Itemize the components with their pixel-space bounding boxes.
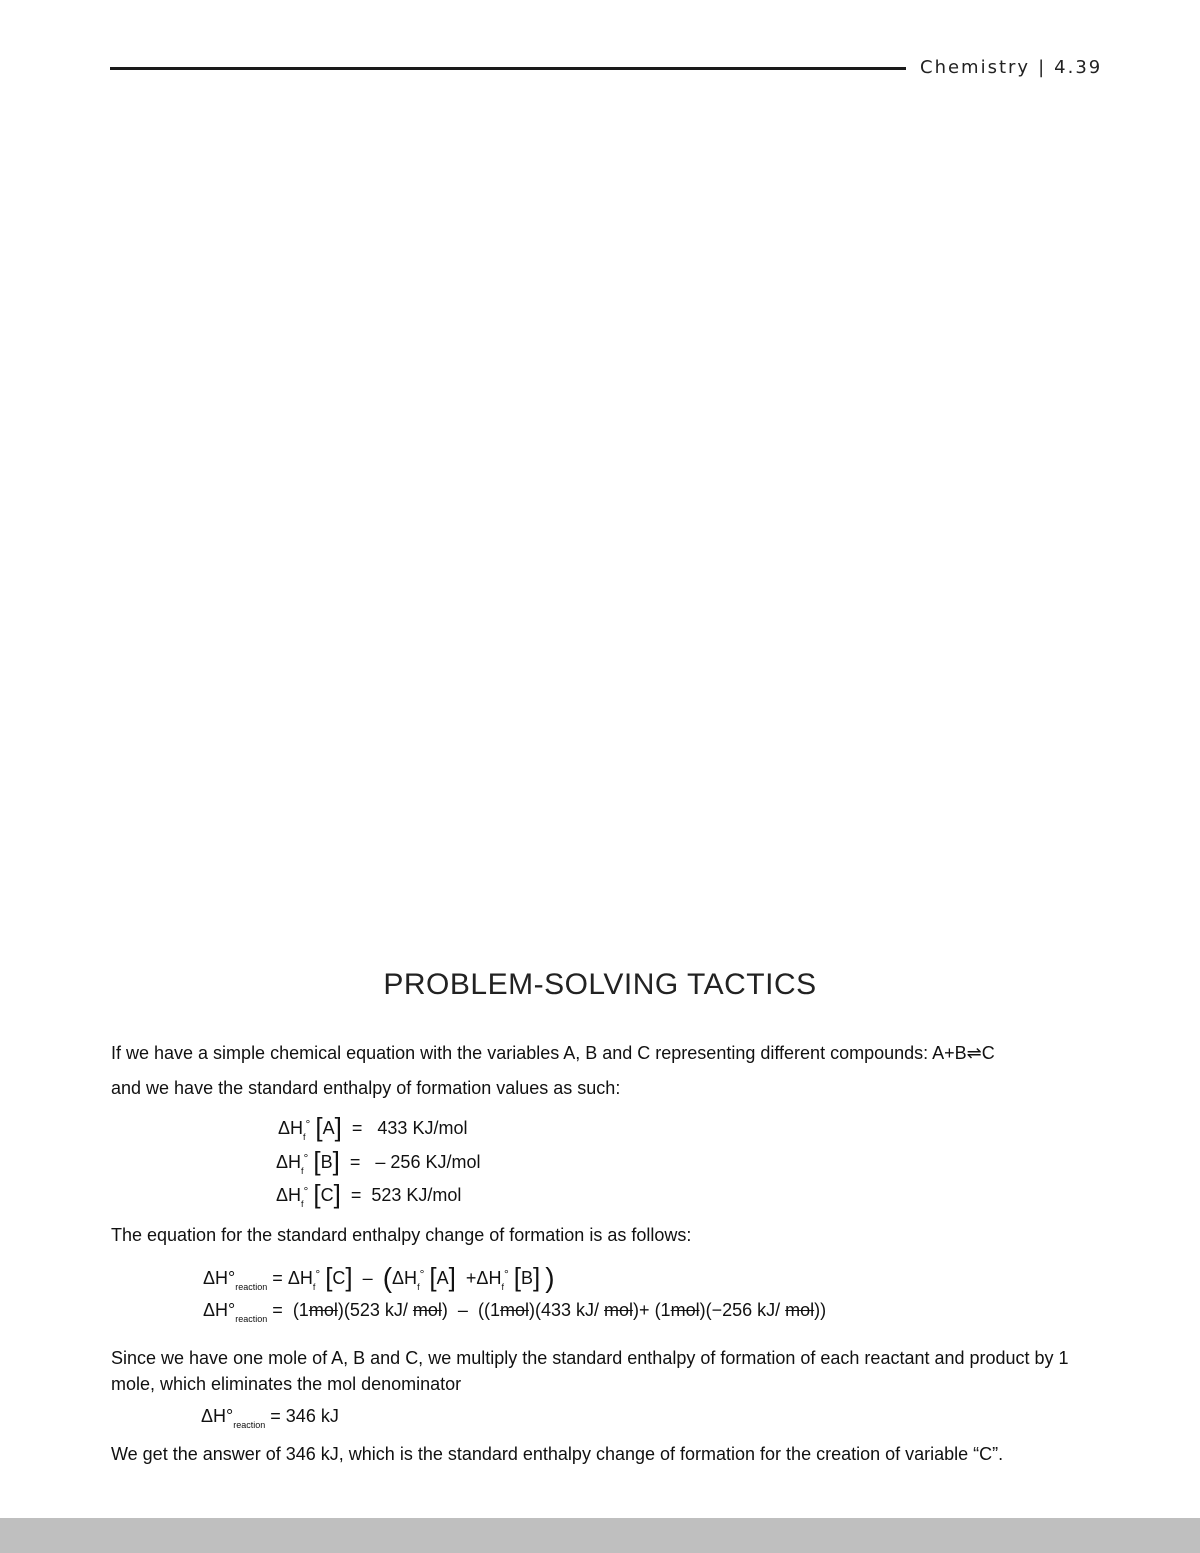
term-text: )(−256 kJ/	[699, 1300, 781, 1320]
degree-sign: °	[419, 1267, 425, 1281]
equals-sign: =	[349, 1152, 361, 1172]
delta-h-symbol: ΔH	[476, 1268, 502, 1288]
cancelled-mol: mol	[412, 1300, 442, 1320]
degree-sign: °	[503, 1267, 509, 1281]
subscript-f: f	[301, 1166, 304, 1176]
cancelled-mol: mol	[308, 1300, 338, 1320]
plus-sign: +	[465, 1268, 477, 1288]
header-rule	[110, 67, 906, 70]
species-label: C	[332, 1268, 346, 1288]
degree-sign: °	[315, 1267, 321, 1281]
degree-sign: °	[303, 1184, 309, 1198]
term-text: (1	[292, 1300, 309, 1320]
term-text: (1	[654, 1300, 671, 1320]
result-equation	[201, 1406, 339, 1430]
formation-value: 433 KJ/mol	[377, 1118, 468, 1138]
cancelled-mol: mol	[785, 1300, 815, 1320]
equals-sign: =	[351, 1118, 363, 1138]
subscript-f: f	[312, 1282, 316, 1292]
subscript-reaction: reaction	[235, 1282, 268, 1292]
running-head-separator: |	[1038, 57, 1047, 78]
cancelled-mol: mol	[604, 1300, 634, 1320]
equals-sign: =	[272, 1268, 283, 1288]
cancelled-mol: mol	[670, 1300, 700, 1320]
subscript-f: f	[501, 1282, 504, 1292]
delta-h-symbol: ΔH	[276, 1152, 302, 1172]
formation-value-b: $\Delta H_f^\circ$ [B] = – 256 KJ/mol	[276, 1146, 481, 1176]
page-number: 4.39	[1054, 57, 1103, 78]
species-label: C	[320, 1185, 334, 1205]
equation-intro: The equation for the standard enthalpy change of formation is as follows:	[111, 1225, 692, 1245]
term-text: ))	[814, 1300, 827, 1320]
delta-h-symbol: ΔH	[392, 1268, 418, 1288]
term-text: )(523 kJ/	[337, 1300, 408, 1320]
footer-band	[0, 1518, 1200, 1553]
enthalpy-equation: $\Delta H^\circ_{reaction} = \Delta H_f^\circ$ $[C] - (\Delta H_f^\circ$ $[A] +\Delta H_f^\circ$ [B] )	[203, 1262, 555, 1293]
species-label: B	[320, 1152, 333, 1172]
subscript-f: f	[303, 1132, 306, 1142]
subscript-reaction: reaction	[235, 1314, 268, 1324]
enthalpy-substitution	[203, 1300, 826, 1324]
formation-value: 523 KJ/mol	[371, 1185, 462, 1205]
term-text: ((1	[477, 1300, 500, 1320]
running-head-subject: Chemistry	[920, 57, 1031, 78]
formation-value-a: $\Delta H_f^\circ$ [A] = 433 KJ/mol	[278, 1112, 468, 1142]
species-label: A	[436, 1268, 449, 1288]
degree-sign: °	[303, 1151, 309, 1165]
delta-h-symbol: ΔH	[287, 1268, 313, 1288]
term-text: )	[441, 1300, 448, 1320]
delta-h-symbol: ΔH	[278, 1118, 304, 1138]
degree-sign: °	[305, 1117, 311, 1131]
term-text: )+	[633, 1300, 650, 1320]
species-label: B	[521, 1268, 534, 1288]
minus-sign: –	[457, 1300, 468, 1320]
delta-h-symbol: ΔH	[276, 1185, 302, 1205]
species-label: A	[322, 1118, 335, 1138]
subscript-f: f	[301, 1199, 304, 1209]
formation-value: – 256 KJ/mol	[375, 1152, 481, 1172]
cancelled-mol: mol	[499, 1300, 529, 1320]
result-value: = 346 kJ	[270, 1406, 339, 1426]
term-text: )(433 kJ/	[528, 1300, 599, 1320]
explanation-paragraph: Since we have one mole of A, B and C, we multiply the standard enthalpy of formation of each reactant and product by 1 mole, which eliminates the mol denominator	[111, 1348, 1069, 1394]
running-head	[920, 57, 1102, 78]
delta-h-reaction: ΔH°	[203, 1268, 236, 1288]
intro-line-1: If we have a simple chemical equation with the variables A, B and C representing different compounds: A+B⇌C	[111, 1043, 995, 1063]
equals-sign: =	[350, 1185, 362, 1205]
subscript-f: f	[417, 1282, 420, 1292]
delta-h-reaction: ΔH°	[201, 1406, 234, 1426]
section-title: PROBLEM-SOLVING TACTICS	[383, 968, 817, 1001]
equals-sign: =	[272, 1300, 283, 1320]
subscript-reaction: reaction	[233, 1420, 266, 1430]
formation-value-c: $\Delta H_f^\circ$ [C] = 523 KJ/mol	[276, 1179, 462, 1209]
intro-line-2: and we have the standard enthalpy of formation values as such:	[111, 1078, 621, 1098]
minus-sign: –	[362, 1268, 373, 1288]
conclusion-paragraph: We get the answer of 346 kJ, which is the standard enthalpy change of formation for the creation of variable “C”.	[111, 1444, 1004, 1464]
delta-h-reaction: ΔH°	[203, 1300, 236, 1320]
